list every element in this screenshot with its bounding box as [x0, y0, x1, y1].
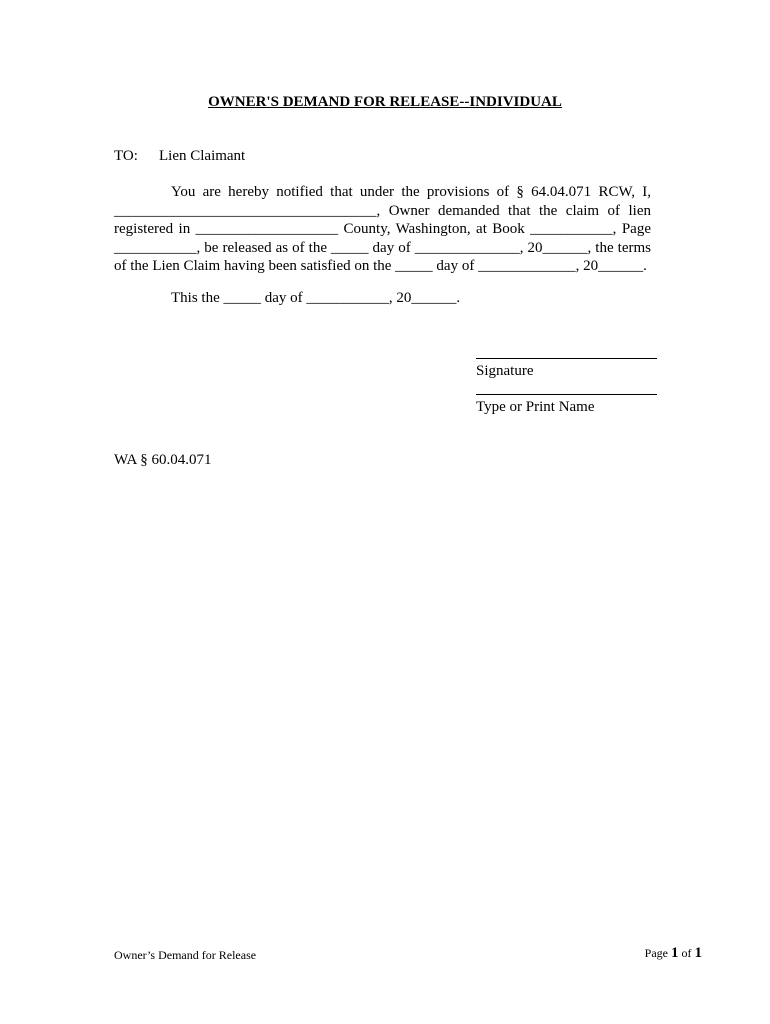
document-title: OWNER'S DEMAND FOR RELEASE--INDIVIDUAL: [208, 94, 562, 110]
page-number: [560, 945, 702, 962]
page-total: 1: [694, 945, 702, 961]
body-line-3: registered in ___________________ County, Washington, at Book ___________, Page: [114, 221, 651, 237]
to-label: TO:: [114, 148, 138, 164]
date-line: This the _____ day of ___________, 20______.: [171, 290, 461, 306]
signature-line: [476, 344, 657, 359]
statute-citation: WA § 60.04.071: [114, 452, 212, 468]
of-word: of: [681, 946, 692, 960]
body-line-4: ___________, be released as of the _____ day of ______________, 20______, the terms: [114, 239, 651, 256]
signature-block: [476, 344, 658, 416]
footer-title: Owner’s Demand for Release: [114, 948, 257, 962]
notice-paragraph: [114, 183, 651, 276]
body-line-5: of the Lien Claim having been satisfied on the _____ day of _____________, 20______.: [114, 258, 647, 274]
addressee-row: [114, 148, 245, 165]
body-line-2: ___________________________________, Owner demanded that the claim of lien: [114, 202, 651, 219]
signature-label: Signature: [476, 363, 534, 379]
page-current: 1: [671, 945, 679, 961]
print-name-line: [476, 380, 657, 395]
page-word: Page: [644, 946, 668, 960]
print-name-label: Type or Print Name: [476, 399, 595, 415]
body-line-1: You are hereby notified that under the provisions of § 64.04.071 RCW, I,: [171, 184, 651, 200]
to-value: Lien Claimant: [159, 148, 246, 164]
